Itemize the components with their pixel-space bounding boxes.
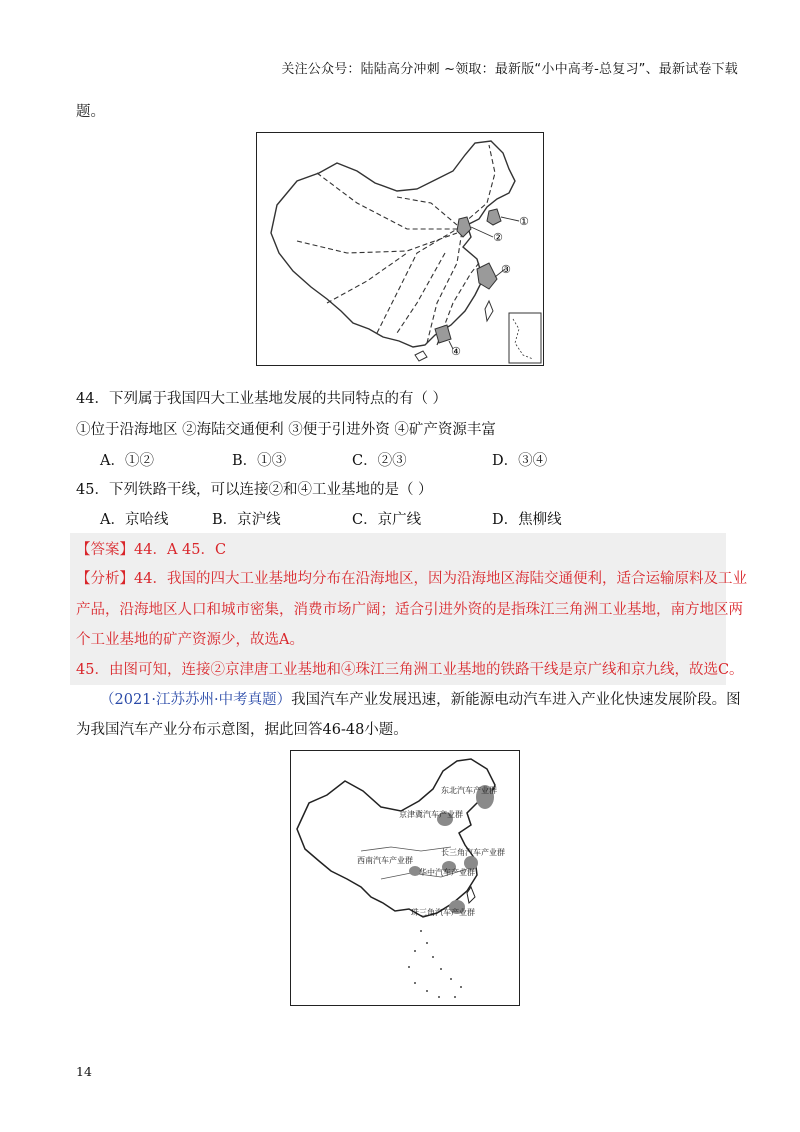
- answer-line: [76, 538, 226, 559]
- answer-text: 44．A 45．C: [134, 542, 227, 558]
- map2-label-yangtze: 长三角汽车产业群: [441, 848, 505, 857]
- q45-stem: 45．下列铁路干线，可以连接②和④工业基地的是（ ）: [76, 482, 433, 498]
- industrial-base-map-svg: [257, 133, 543, 365]
- industrial-base-4: [435, 325, 451, 343]
- map1-label-2: ②: [493, 231, 503, 244]
- analysis-line-1: 【分析】44．我国的四大工业基地均分布在沿海地区，因为沿海地区海陆交通便利，适合运输原料及工业: [76, 571, 747, 587]
- south-china-sea-islands: [408, 930, 462, 998]
- page-header: 关注公众号：陆陆高分冲刺 ~领取：最新版“小中高考-总复习”、最新试卷下载: [281, 62, 738, 77]
- answer-label: 【答案】: [76, 542, 134, 558]
- map2-label-northeast: 东北汽车产业群: [441, 786, 497, 795]
- analysis-line-2: 产品，沿海地区人口和城市密集，消费市场广阔；适合引进外资的是指珠江三角洲工业基地，南方地区两: [76, 602, 743, 618]
- map1-label-4: ④: [451, 345, 461, 358]
- page-number: 14: [76, 1064, 92, 1079]
- q45-option-c: C．京广线: [352, 512, 422, 528]
- hainan-island: [415, 351, 427, 361]
- map1-label-1: ①: [519, 215, 529, 228]
- taiwan-island: [485, 301, 493, 321]
- q45-option-b: B．京沪线: [212, 512, 281, 528]
- china-outline-2: [297, 759, 495, 917]
- q44-option-b: B．①③: [232, 453, 287, 469]
- industrial-base-2: [457, 217, 471, 237]
- q44-stem: 44．下列属于我国四大工业基地发展的共同特点的有（ ）: [76, 391, 448, 407]
- intro-tail: 题。: [76, 104, 105, 120]
- q44-option-a: A．①②: [100, 453, 154, 469]
- map2-label-southwest: 西南汽车产业群: [357, 856, 413, 865]
- analysis-label: 【分析】: [76, 571, 134, 587]
- analysis-line-4: 45．由图可知，连接②京津唐工业基地和④珠江三角洲工业基地的铁路干线是京广线和京九线，故选C。: [76, 662, 744, 678]
- next-question-line-2: 为我国汽车产业分布示意图，据此回答46-48小题。: [76, 722, 408, 738]
- auto-industry-map: [290, 750, 520, 1006]
- question-source: （2021·江苏苏州·中考真题）: [100, 692, 292, 708]
- map2-label-pearl: 珠三角汽车产业群: [411, 908, 475, 917]
- q44-option-c: C．②③: [352, 453, 407, 469]
- q44-statements: ①位于沿海地区 ②海陆交通便利 ③便于引进外资 ④矿产资源丰富: [76, 422, 496, 438]
- industrial-base-1: [487, 209, 501, 225]
- q45-option-a: A．京哈线: [100, 512, 169, 528]
- map2-label-central: 华中汽车产业群: [419, 868, 475, 877]
- industrial-base-map: [256, 132, 544, 366]
- map2-label-jingjinji: 京津冀汽车产业群: [399, 810, 463, 819]
- analysis-line-3: 个工业基地的矿产资源少，故选A。: [76, 632, 304, 648]
- q45-option-d: D．焦柳线: [492, 512, 562, 528]
- next-question-line-1: （2021·江苏苏州·中考真题）我国汽车产业发展迅速，新能源电动汽车进入产业化快速发展阶段。图: [100, 692, 741, 708]
- map1-label-3: ③: [501, 263, 511, 276]
- q44-option-d: D．③④: [492, 453, 548, 469]
- auto-industry-map-svg: [291, 751, 519, 1005]
